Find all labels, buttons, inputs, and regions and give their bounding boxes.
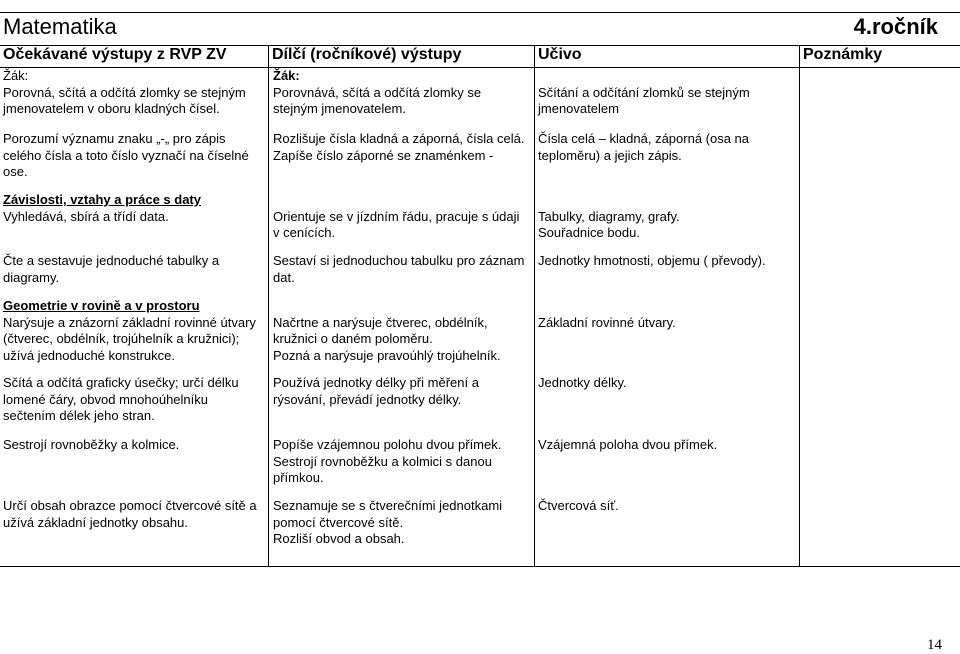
table-cell: Základní rovinné útvary. <box>538 314 676 330</box>
column-header-notes: Poznámky <box>803 46 883 63</box>
table-cell: Jednotky hmotnosti, objemu ( převody). <box>538 253 766 268</box>
column-header-outputs: Dílčí (ročníkové) výstupy <box>272 46 462 63</box>
table-cell: Používá jednotky délky při měření a rýsování, převádí jednotky délky. <box>273 375 479 407</box>
table-cell: Sestrojí rovnoběžky a kolmice. <box>3 437 180 452</box>
table-cell: Načrtne a narýsuje čtverec, obdélník, kružnici o daném poloměru. Pozná a narýsuje pravoúhlý trojúhelník. <box>273 314 501 363</box>
grade-title: 4.ročník <box>853 14 938 39</box>
table-cell: Jednotky délky. <box>538 375 627 390</box>
student-label: Žák: <box>273 68 300 83</box>
table-cell: Tabulky, diagramy, grafy. Souřadnice bodu. <box>538 208 680 240</box>
table-cell: Seznamuje se s čtverečními jednotkami pomocí čtvercové sítě. Rozliší obvod a obsah. <box>273 498 503 546</box>
table-cell: Žák: Porovná, sčítá a odčítá zlomky se stejným jmenovatelem v oboru kladných čísel. <box>3 68 246 116</box>
table-cell: Orientuje se v jízdním řádu, pracuje s údaji v cenících. <box>273 208 520 240</box>
table-bottom-border <box>0 566 960 567</box>
column-divider <box>534 45 535 566</box>
column-header-curriculum: Učivo <box>538 46 582 63</box>
table-cell: Popíše vzájemnou polohu dvou přímek. Sestrojí rovnoběžku a kolmici s danou přímkou. <box>273 437 502 485</box>
table-cell: Sestaví si jednoduchou tabulku pro záznam dat. <box>273 253 525 285</box>
table-cell: Rozlišuje čísla kladná a záporná, čísla celá. Zapíše číslo záporné se znaménkem - <box>273 131 525 163</box>
table-cell: Sčítá a odčítá graficky úsečky; určí délku lomené čáry, obvod mnohoúhelníku sečtením délek jeho stran. <box>3 375 239 423</box>
table-cell: Sčítání a odčítání zlomků se stejným jmenovatelem <box>538 84 750 116</box>
title-row <box>0 12 960 46</box>
table-cell: Určí obsah obrazce pomocí čtvercové sítě a užívá základní jednotky obsahu. <box>3 498 257 530</box>
table-cell: Čtvercová síť. <box>538 498 619 513</box>
table-cell: Čte a sestavuje jednoduché tabulky a diagramy. <box>3 253 220 285</box>
table-cell: Porozumí významu znaku „-„ pro zápis celého čísla a toto číslo vyznačí na číselné ose. <box>3 131 249 179</box>
section-heading: Geometrie v rovině a v prostoru Narýsuje a znázorní základní rovinné útvary (čtverec, obdélník, trojúhelník a kružnici); užívá jednoduché konstrukce. <box>3 298 256 363</box>
column-divider <box>268 45 269 566</box>
column-header-rvp: Očekávané výstupy z RVP ZV <box>3 46 227 63</box>
subject-title: Matematika <box>3 14 117 39</box>
page-number: 14 <box>927 637 942 653</box>
table-cell: Čísla celá – kladná, záporná (osa na teploměru) a jejich zápis. <box>538 131 750 163</box>
section-heading: Závislosti, vztahy a práce s daty Vyhledává, sbírá a třídí data. <box>3 192 201 224</box>
column-divider <box>799 45 800 566</box>
table-cell: Žák: Porovnává, sčítá a odčítá zlomky se stejným jmenovatelem. <box>273 68 482 116</box>
table-cell: Vzájemná poloha dvou přímek. <box>538 437 718 452</box>
student-label: Žák: <box>3 68 29 83</box>
column-header-row <box>0 45 960 68</box>
